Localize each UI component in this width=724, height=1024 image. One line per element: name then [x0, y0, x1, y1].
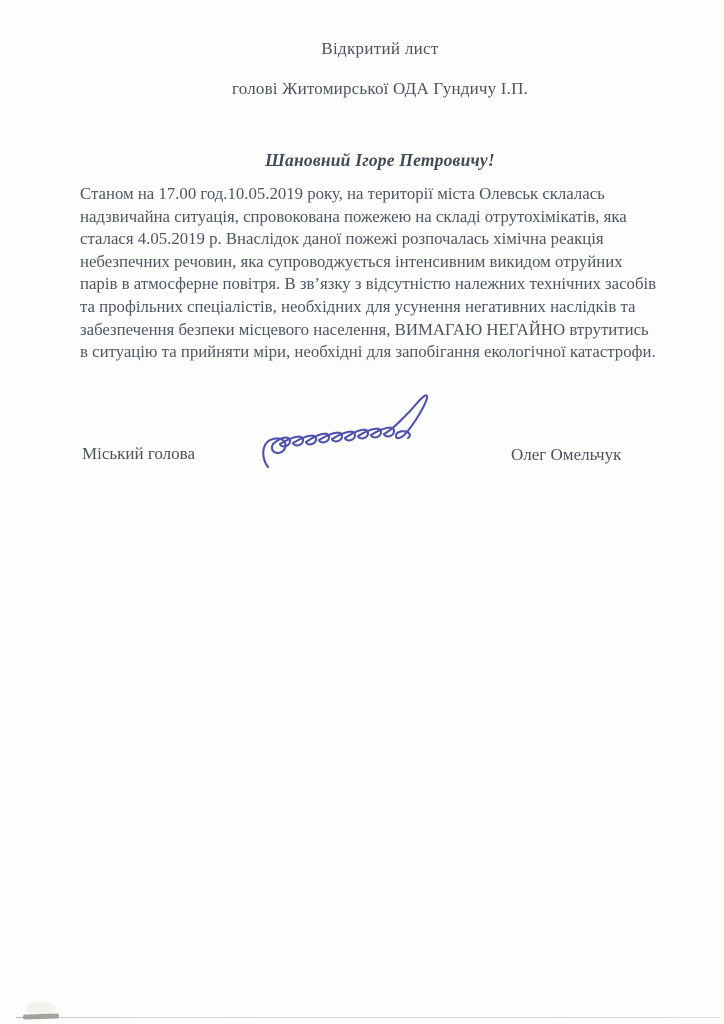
letter-body [80, 183, 700, 364]
body-line: парів в атмосферне повітря. В зв’язку з відсутністю належних технічних засобів [80, 274, 657, 294]
body-line: небезпечних речовин, яка супроводжується інтенсивним викидом отруйних [80, 251, 623, 271]
scan-artifact-smudge [23, 1013, 59, 1019]
body-line: в ситуацію та прийняти міри, необхідні для запобігання екологічної катастрофи. [80, 342, 656, 362]
letter-title: Відкритий лист [321, 39, 439, 58]
body-line: та профільних спеціалістів, необхідних для усунення негативних наслідків та [80, 296, 636, 316]
signatory-name: Олег Омельчук [511, 445, 622, 464]
body-line: забезпечення безпеки місцевого населення, ВИМАГАЮ НЕГАЙНО втрутитись [80, 319, 649, 339]
signatory-position-title: Міський голова [82, 444, 195, 463]
letter-recipient: голові Житомирської ОДА Гундичу І.П. [231, 79, 529, 98]
handwritten-signature [258, 392, 444, 472]
body-line: Станом на 17.00 год.10.05.2019 року, на території міста Олевськ склалась [80, 184, 605, 203]
body-line: надзвичайна ситуація, спровокована пожежею на складі отрутохімікатів, яка [80, 206, 627, 226]
signature-scribble-icon [258, 392, 444, 472]
letter-salutation: Шановний Ігоре Петровичу! [265, 150, 495, 170]
body-line: сталася 4.05.2019 р. Внаслідок даної пожежі розпочалась хімічна реакція [80, 229, 604, 249]
scan-artifact-line [16, 1017, 720, 1018]
